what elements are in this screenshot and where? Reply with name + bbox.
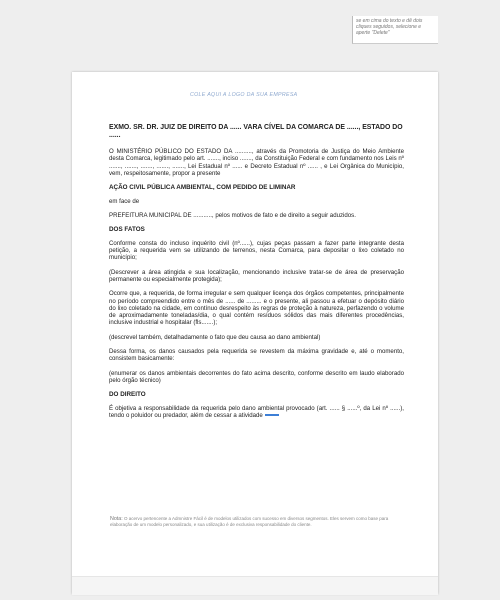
facts-paragraph-3: Ocorre que, a requerida, de forma irregular e sem qualquer licença dos órgãos competentes, principalmente no período compreendido entre o mês de ...... de ......... e o presente, ali passou a efetuar o depósito diário do lixo coletado na cidade, em contínuo desrespeito às regras de proteção à natureza, perfazendo o volume de aproximadamente toneladas/dia, o qual contém resíduos sólidos das mais diferentes procedências, inclusive industrial e hospitalar (fls.......);: [109, 290, 404, 327]
note-label: Nota:: [110, 516, 123, 522]
intro-paragraph: O MINISTÉRIO PÚBLICO DO ESTADO DA .........., através da Promotoria de Justiça do Meio Ambiente desta Comarca, legitimado pelo art. ......., inciso ......., da Constituição Federal e com fundamento nos Leis nº ......., ......., ......., ......., ......., Lei Estadual nº ...... e Decreto Estadual nº ...... , e Lei Orgânica do Município, vem, respeitosamente, propor a presente: [109, 148, 404, 177]
text-cursor-icon: [265, 414, 279, 416]
address-line: EXMO. SR. DR. JUIZ DE DIREITO DA ...... VARA CÍVEL DA COMARCA DE ......, ESTADO DO ......: [109, 124, 403, 139]
law-paragraph: É objetiva a responsabilidade da requerida pelo dano ambiental provocado (art. ...... § ......º, da Lei nº ......), tendo o poluidor ou predador, além de cessar a atividade: [109, 404, 404, 420]
facts-paragraph-5: Dessa forma, os danos causados pela requerida se revestem da máxima gravidade e, até o momento, consistem basicamente:: [109, 348, 404, 363]
page-bottom-bar: [72, 576, 438, 595]
action-title: AÇÃO CIVIL PÚBLICA AMBIENTAL, COM PEDIDO DE LIMINAR: [109, 184, 296, 192]
facts-heading: DOS FATOS: [109, 226, 145, 234]
logo-placeholder[interactable]: COLE AQUI A LOGO DA SUA EMPRESA: [190, 92, 298, 98]
facts-paragraph-4: (descrevel também, detalhadamente o fato que deu causa ao dano ambiental): [109, 333, 321, 341]
facts-paragraph-2: (Descrever a área atingida e sua localização, mencionando inclusive tratar-se de área de preservação permanente ou especialmente protegida);: [109, 268, 404, 283]
facts-paragraph-6: (enumerar os danos ambientais decorrentes do fato acima descrito, conforme descrito em laudo elaborado pelo órgão técnico): [109, 369, 404, 384]
footer-note: [110, 516, 406, 528]
comment-line-1: se em cima do texto e dê dois: [356, 18, 423, 24]
law-heading: DO DIREITO: [109, 391, 146, 399]
defendant-paragraph: PREFEITURA MUNICIPAL DE ..........., pelos motivos de fato e de direito a seguir aduzidos.: [109, 211, 356, 219]
document-body[interactable]: [109, 124, 404, 426]
comment-line-3: aperte "Delete": [356, 30, 390, 36]
document-page: [72, 72, 438, 594]
comment-line-2: cliques seguidos, selecione e: [356, 24, 422, 30]
note-text: O acervo pertencente a Admnistre Fácil é de modelos utilizados com sucesso em diversos segmentos. Eles servem como base para elaboração de um modelo personalizado, e sua utilização é de exclusiva responsabilidade do cliente.: [110, 516, 389, 528]
comment-balloon[interactable]: [352, 16, 438, 44]
facts-paragraph-1: Conforme consta do incluso inquérito civil (nº......), cujas peças passam a fazer parte integrante desta petição, a requerida vem se utilizando de terrenos, nesta Comarca, para depositar o lixo coletado no município;: [109, 239, 404, 262]
em-face-text: em face de: [109, 197, 140, 205]
